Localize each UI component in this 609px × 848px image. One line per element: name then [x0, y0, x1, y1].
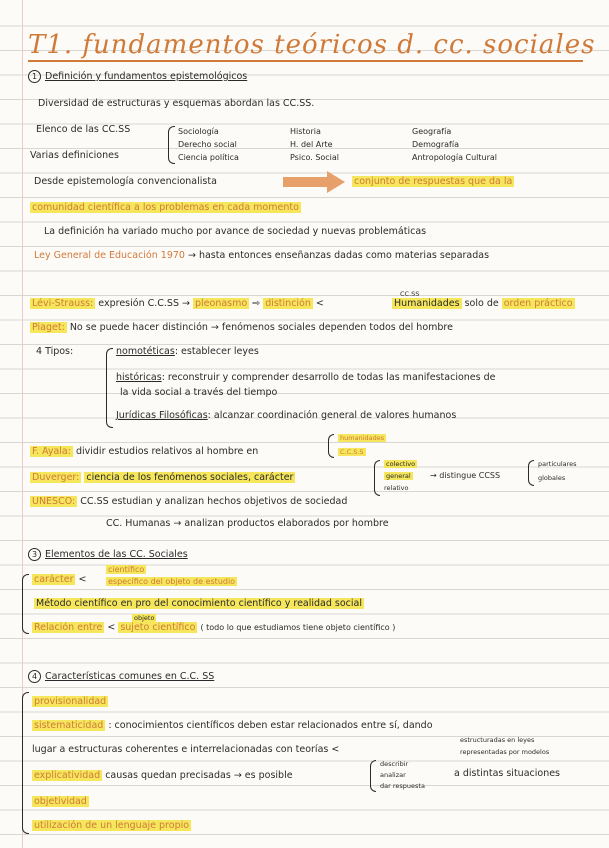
title-underline [28, 60, 583, 62]
tipos-label: 4 Tipos: [36, 346, 74, 357]
ccss-item: Ciencia política [178, 153, 239, 162]
ccss-item: Demografía [412, 140, 459, 149]
ayala-line: F. Ayala: dividir estudios relativos al hombre en [32, 446, 259, 457]
piaget-line: Piaget: No se puede hacer distinción → fenómenos sociales dependen todos del hombre [32, 322, 453, 333]
brace [370, 760, 376, 792]
humanidades-line: Humanidades solo de orden práctico [394, 298, 573, 309]
caracter-option: específico del objeto de estudio [108, 577, 236, 586]
duverger-option: relativo [384, 484, 409, 492]
caracter-label: carácter < [34, 574, 87, 585]
caracter-option: científico [108, 565, 145, 574]
brace [374, 460, 380, 496]
ccss-item: Psico. Social [290, 153, 340, 162]
varias-label: Varias definiciones [30, 150, 119, 161]
brace [106, 348, 113, 428]
explicatividad-option: analizar [380, 771, 406, 779]
ccss-small: CC.SS [400, 290, 420, 298]
distingue-option: globales [538, 474, 566, 482]
section-1-heading: 1 Definición y fundamentos epistemológicos [28, 70, 247, 83]
estructura-option: estructuradas en leyes [460, 736, 535, 744]
distingue-option: particulares [538, 460, 577, 468]
line-diversidad: Diversidad de estructuras y esquemas abordan las CC.SS. [38, 98, 315, 109]
ccss-item: Antropología Cultural [412, 153, 498, 162]
cc-humanas-line: CC. Humanas → analizan productos elaborados por hombre [106, 518, 389, 529]
distintas-text: a distintas situaciones [454, 768, 561, 779]
caracteristica-explicatividad: explicatividad causas quedan precisadas → es posible [34, 770, 293, 781]
brace [328, 434, 334, 458]
brace [528, 460, 534, 486]
desde-text: Desde epistemología convencionalista [34, 176, 217, 187]
section-number: 4 [28, 670, 41, 683]
relacion-line: Relación entre < sujeto científico ( todo lo que estudiamos tiene objeto científico ) [34, 622, 396, 633]
ccss-item: Historia [290, 127, 321, 136]
elenco-label: Elenco de las CC.SS [36, 124, 131, 135]
lugar-line: lugar a estructuras coherentes e interrelacionadas con teorías < [32, 744, 340, 755]
ayala-option: humanidades [340, 434, 385, 442]
duverger-option: colectivo [386, 460, 416, 468]
duverger-option: general [386, 472, 411, 480]
explicatividad-option: describir [380, 760, 409, 768]
brace [22, 574, 29, 634]
ley-line: Ley General de Educación 1970 → hasta entonces enseñanzas dadas como materias separadas [34, 250, 490, 261]
ccss-item: Sociología [178, 127, 219, 136]
caracteristica-provisionalidad: provisionalidad [34, 696, 107, 707]
tipo-juridica: Jurídicas Filosóficas: alcanzar coordinación general de valores humanos [116, 410, 457, 421]
ccss-item: Geografía [412, 127, 452, 136]
tipo-historica-cont: la vida social a través del tiempo [120, 387, 278, 398]
explicatividad-option: dar respuesta [380, 782, 425, 790]
ayala-option: C.C.S.S [340, 448, 364, 456]
comunidad-text: comunidad científica a los problemas en cada momento [32, 202, 299, 213]
big-arrow [283, 171, 345, 193]
section-number: 3 [28, 548, 41, 561]
distingue-text: → distingue CCSS [430, 471, 501, 480]
definicion-text: La definición ha variado mucho por avance de sociedad y nuevas problemáticas [44, 226, 427, 237]
section-number: 1 [28, 70, 41, 83]
section-3-heading: 3 Elementos de las CC. Sociales [28, 548, 188, 561]
duverger-line: Duverger: ciencia de los fenómenos sociales, carácter [32, 472, 294, 483]
tipo-nomotetica: nomotéticas: establecer leyes [116, 346, 259, 357]
estructura-option: representadas por modelos [460, 748, 550, 756]
levi-line: Lévi-Strauss: expresión C.C.SS → pleonasmo ⇨ distinción < [32, 298, 324, 309]
conjunto-text: conjunto de respuestas que da la [354, 176, 513, 187]
ccss-item: H. del Arte [290, 140, 333, 149]
ccss-item: Derecho social [178, 140, 237, 149]
tipo-historica: históricas: reconstruir y comprender desarrollo de todas las manifestaciones de [116, 372, 496, 383]
objeto-label: objeto [134, 614, 155, 622]
page-title: T1. fundamentos teóricos d. cc. sociales [28, 30, 596, 60]
caracteristica-objetividad: objetividad [34, 796, 87, 807]
metodo-line: Método científico en pro del conocimiento científico y realidad social [36, 598, 363, 609]
brace [168, 126, 175, 164]
section-4-heading: 4 Características comunes en C.C. SS [28, 670, 214, 683]
brace [22, 692, 29, 834]
caracteristica-sistematicidad: sistematicidad : conocimientos científicos deben estar relacionados entre sí, dando [34, 720, 433, 731]
unesco-line: UNESCO: CC.SS estudian y analizan hechos objetivos de sociedad [32, 496, 348, 507]
caracteristica-lenguaje: utilización de un lenguaje propio [34, 820, 190, 831]
